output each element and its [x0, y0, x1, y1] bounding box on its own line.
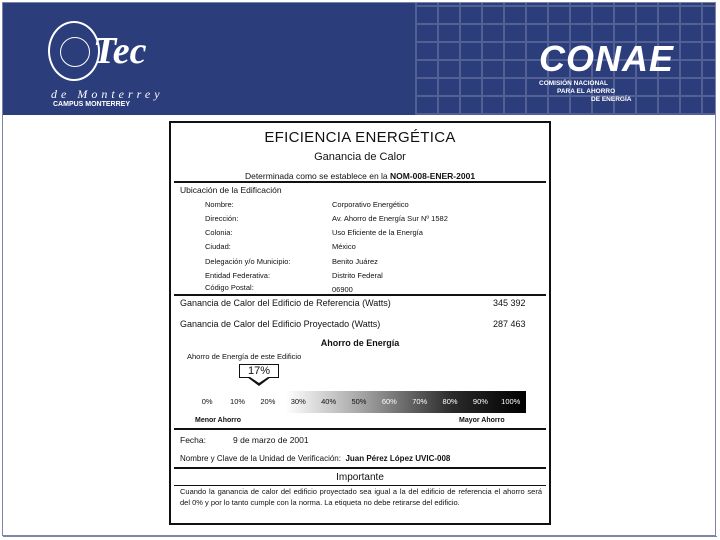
unidad-verificacion	[180, 454, 450, 463]
divider	[174, 181, 546, 183]
field-key: Entidad Federativa:	[205, 271, 271, 280]
ganancia-ref-label: Ganancia de Calor del Edificio de Referencia (Watts)	[180, 298, 391, 308]
field-value: México	[332, 242, 356, 251]
field-value: Distrito Federal	[332, 271, 383, 280]
conae-logo	[539, 38, 675, 103]
conae-wordmark: CONAE	[539, 38, 675, 79]
ahorro-title: Ahorro de Energía	[320, 338, 400, 348]
scale-tick: 40%	[321, 397, 337, 406]
ahorro-subtitle: Ahorro de Energía de este Edificio	[187, 352, 302, 361]
norm-code: NOM-008-ENER-2001	[390, 171, 476, 181]
label-norm	[171, 171, 549, 181]
mayor-ahorro: Mayor Ahorro	[459, 417, 505, 424]
uv-label: Nombre y Clave de la Unidad de Verificación:	[180, 454, 341, 463]
scale-tick: 60%	[381, 397, 397, 406]
tec-subtitle: de Monterrey	[51, 87, 164, 101]
importante-title: Importante	[336, 472, 384, 483]
conae-line: COMISIÓN NACIONAL	[539, 80, 608, 87]
ganancia-proj-label: Ganancia de Calor del Edificio Proyectado (Watts)	[180, 319, 381, 329]
conae-line: DE ENERGÍA	[591, 96, 632, 103]
field-value: Corporativo Energético	[332, 200, 409, 209]
field-key: Nombre:	[205, 200, 234, 209]
header-banner	[3, 3, 715, 115]
field-value: Av. Ahorro de Energía Sur Nº 1582	[332, 214, 448, 223]
scale-tick: 10%	[230, 397, 246, 406]
divider	[174, 467, 546, 469]
divider	[174, 294, 546, 296]
scale-tick: 100%	[501, 397, 521, 406]
arrow-inner	[250, 377, 268, 383]
label-subtitle: Ganancia de Calor	[314, 151, 406, 163]
field-value: Benito Juárez	[332, 257, 378, 266]
field-key: Delegación y/o Municipio:	[205, 257, 291, 266]
field-key: Ciudad:	[205, 242, 231, 251]
tec-campus: CAMPUS MONTERREY	[53, 101, 131, 108]
field-key: Código Postal:	[205, 283, 254, 292]
ubicacion-title: Ubicación de la Edificación	[180, 185, 282, 195]
scale-tick: 70%	[412, 397, 428, 406]
ganancia-ref-value: 345 392	[493, 298, 526, 308]
scale-tick: 0%	[201, 397, 213, 406]
uv-value: Juan Pérez López UVIC-008	[345, 454, 451, 463]
scale-tick: 50%	[351, 397, 367, 406]
field-key: Colonia:	[205, 228, 233, 237]
norm-prefix: Determinada como se establece en la	[244, 171, 391, 181]
fecha-value: 9 de marzo de 2001	[233, 435, 309, 445]
fecha-label: Fecha:	[180, 435, 206, 445]
importante-text: Cuando la ganancia de calor del edificio proyectado sea igual a la del edificio de referencia el ahorro será del 0% y por lo tanto cumple con la norma. La etiqueta no debe retirarse del edificio.	[180, 487, 542, 507]
ahorro-percentage: 17%	[239, 364, 279, 378]
divider	[174, 428, 546, 430]
label-title: EFICIENCIA ENERGÉTICA	[264, 129, 456, 146]
bottom-rule	[3, 536, 717, 537]
field-value: 06900	[332, 285, 353, 294]
energy-label	[169, 121, 551, 525]
divider	[174, 485, 546, 486]
scale-tick: 30%	[290, 397, 306, 406]
savings-scale	[192, 391, 526, 413]
tec-name: Tec	[93, 30, 147, 72]
scale-tick: 90%	[472, 397, 488, 406]
scale-tick: 80%	[442, 397, 458, 406]
field-key: Dirección:	[205, 214, 239, 223]
menor-ahorro: Menor Ahorro	[195, 417, 242, 424]
ganancia-proj-value: 287 463	[493, 319, 526, 329]
scale-tick: 20%	[260, 397, 276, 406]
field-value: Uso Eficiente de la Energía	[332, 228, 423, 237]
conae-line: PARA EL AHORRO	[557, 88, 616, 95]
